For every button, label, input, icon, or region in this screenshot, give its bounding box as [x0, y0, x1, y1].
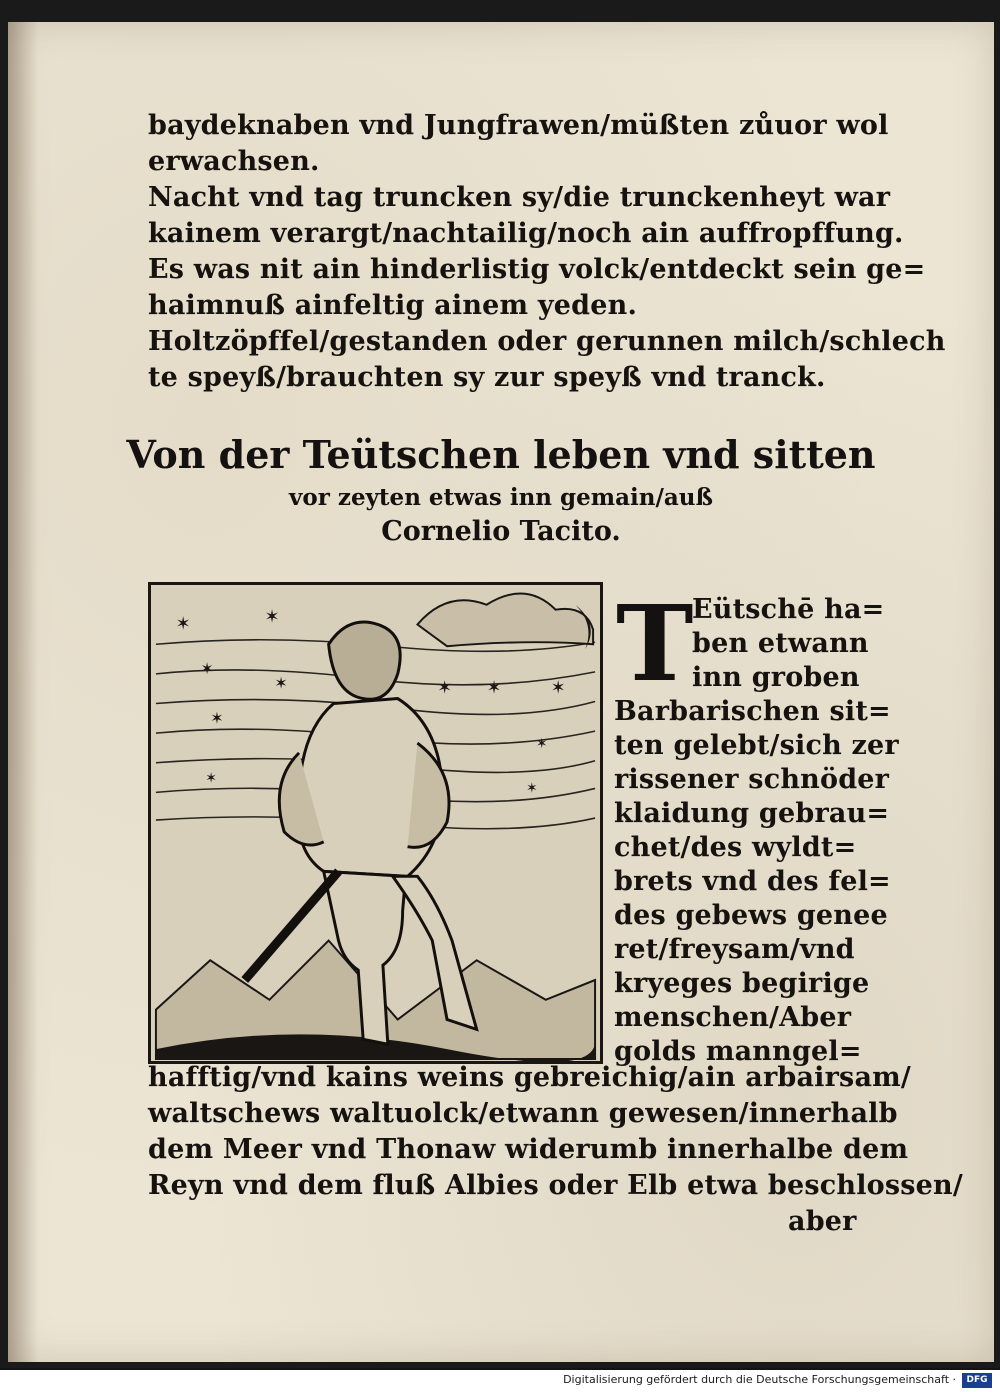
text-line: klaidung gebrau= [614, 798, 890, 829]
text-line: te speyß/brauchten sy zur speyß vnd tranck. [148, 362, 826, 393]
text-line: baydeknaben vnd Jungfrawen/müßten zůuor wol [148, 110, 889, 141]
text-line: chet/des wyldt= [614, 832, 857, 863]
text-line: inn groben [692, 662, 860, 693]
dfg-logo-icon: DFG [962, 1373, 992, 1388]
chapter-subheading-source: Cornelio Tacito. [381, 516, 621, 547]
woodcut-illustration [148, 582, 603, 1064]
svg-text:✶: ✶ [205, 770, 217, 787]
text-line: dem Meer vnd Thonaw widerumb innerhalbe dem [148, 1134, 909, 1165]
text-line: haimnuß ainfeltig ainem yeden. [148, 290, 638, 321]
svg-text:✶: ✶ [525, 780, 538, 797]
text-line: rissener schnöder [614, 764, 890, 795]
digitization-footer [0, 1370, 1000, 1392]
svg-text:✶: ✶ [175, 614, 191, 635]
text-line: erwachsen. [148, 146, 320, 177]
text-line: Barbarischen sit= [614, 696, 891, 727]
text-line: des gebews genee [614, 900, 888, 931]
text-line: Eütschē ha= [692, 594, 885, 625]
svg-text:✶: ✶ [437, 678, 453, 699]
svg-text:✶: ✶ [274, 673, 288, 693]
text-line: kryeges begirige [614, 968, 870, 999]
svg-text:✶: ✶ [264, 607, 280, 628]
chapter-subheading: vor zeyten etwas inn gemain/auß [289, 484, 713, 511]
gutter-shadow [8, 22, 38, 1362]
text-line: brets vnd des fel= [614, 866, 891, 897]
drop-cap: T [616, 582, 694, 705]
text-line: hafftig/vnd kains weins gebreichig/ain arbairsam/ [148, 1062, 911, 1093]
text-line: ben etwann [692, 628, 869, 659]
svg-text:✶: ✶ [550, 678, 566, 699]
svg-text:✶: ✶ [535, 735, 548, 752]
text-line: menschen/Aber [614, 1002, 852, 1033]
svg-text:✶: ✶ [200, 658, 214, 678]
text-line: Holtzöpffel/gestanden oder gerunnen milch/schlech [148, 326, 946, 357]
text-line: ten gelebt/sich zer [614, 730, 899, 761]
funding-credit: Digitalisierung gefördert durch die Deutsche Forschungsgemeinschaft · [563, 1373, 956, 1386]
svg-text:✶: ✶ [486, 678, 502, 699]
text-line: Nacht vnd tag truncken sy/die trunckenheyt war [148, 182, 891, 213]
text-line: Reyn vnd dem fluß Albies oder Elb etwa beschlossen/ [148, 1170, 963, 1201]
text-line: Es was nit ain hinderlistig volck/entdeckt sein ge= [148, 254, 926, 285]
svg-text:✶: ✶ [210, 708, 224, 728]
book-page [8, 22, 994, 1362]
catchword: aber [788, 1206, 857, 1237]
text-line: ret/freysam/vnd [614, 934, 855, 965]
text-line: waltschews waltuolck/etwann gewesen/innerhalb [148, 1098, 898, 1129]
text-line: golds manngel= [614, 1036, 862, 1067]
text-line: kainem verargt/nachtailig/noch ain auffropffung. [148, 218, 904, 249]
chapter-heading: Von der Teütschen leben vnd sitten [126, 432, 876, 477]
